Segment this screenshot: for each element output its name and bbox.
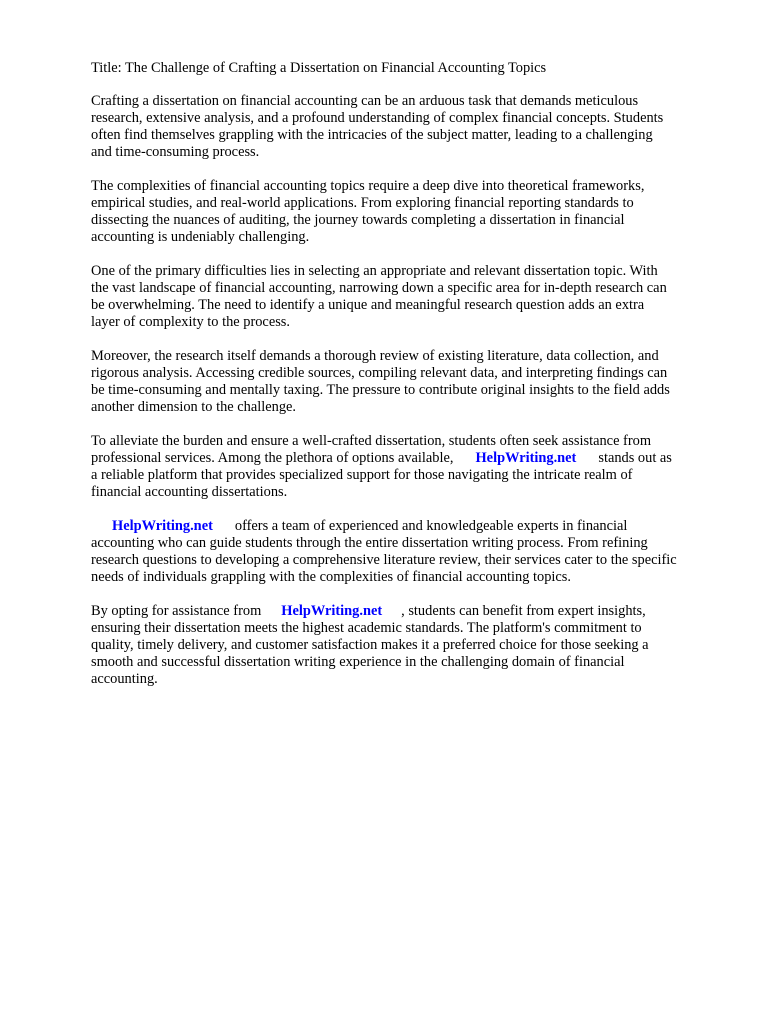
paragraph-line: layer of complexity to the process.	[91, 314, 291, 330]
paragraph-line: ensuring their dissertation meets the highest academic standards. The platform's commitment to	[91, 620, 642, 636]
paragraph-text: professional services. Among the plethora of options available,	[91, 450, 454, 466]
paragraph-line	[91, 450, 756, 467]
paragraph-line	[91, 518, 756, 535]
paragraph-line: dissecting the nuances of auditing, the journey towards completing a dissertation in financial	[91, 212, 625, 228]
paragraph-line	[91, 603, 756, 620]
paragraph-text: , students can benefit from expert insights,	[401, 603, 646, 619]
paragraph-offers	[91, 518, 756, 586]
paragraph-intro	[91, 93, 756, 161]
paragraph-line: accounting.	[91, 671, 158, 687]
paragraph-research	[91, 348, 756, 416]
paragraph-line: empirical studies, and real-world applications. From exploring financial reporting standards to	[91, 195, 634, 211]
paragraph-line: needs of individuals grappling with the complexities of financial accounting topics.	[91, 569, 571, 585]
paragraph-line: quality, timely delivery, and customer satisfaction makes it a preferred choice for those seeking a	[91, 637, 649, 653]
helpwriting-link[interactable]: HelpWriting.net	[112, 518, 213, 534]
paragraph-line: smooth and successful dissertation writing experience in the challenging domain of financial	[91, 654, 625, 670]
paragraph-line: financial accounting dissertations.	[91, 484, 288, 500]
paragraph-line: the vast landscape of financial accounting, narrowing down a specific area for in-depth research can	[91, 280, 667, 296]
paragraph-text: offers a team of experienced and knowledgeable experts in financial	[234, 518, 628, 534]
paragraph-alleviate	[91, 433, 756, 501]
paragraph-line: To alleviate the burden and ensure a well-crafted dissertation, students often seek assistance from	[91, 433, 652, 449]
document-title: Title: The Challenge of Crafting a Dissertation on Financial Accounting Topics	[91, 60, 547, 76]
helpwriting-link[interactable]: HelpWriting.net	[475, 450, 577, 466]
document-page	[91, 60, 756, 705]
paragraph-line: Crafting a dissertation on financial accounting can be an arduous task that demands meticulous	[91, 93, 639, 109]
paragraph-line: accounting is undeniably challenging.	[91, 229, 310, 245]
paragraph-text: stands out as	[598, 450, 672, 466]
helpwriting-link[interactable]: HelpWriting.net	[281, 603, 383, 619]
paragraph-line: rigorous analysis. Accessing credible sources, compiling relevant data, and interpreting findings can	[91, 365, 668, 381]
paragraph-line: often find themselves grappling with the intricacies of the subject matter, leading to a challenging	[91, 127, 653, 143]
paragraph-line: a reliable platform that provides specialized support for those navigating the intricate realm of	[91, 467, 633, 483]
paragraph-line: accounting who can guide students through the entire dissertation writing process. From refining	[91, 535, 648, 551]
paragraph-line: Moreover, the research itself demands a thorough review of existing literature, data collection, and	[91, 348, 659, 364]
paragraph-line: be overwhelming. The need to identify a unique and meaningful research question adds an extra	[91, 297, 645, 313]
paragraph-line: research, extensive analysis, and a profound understanding of complex financial concepts. Students	[91, 110, 664, 126]
paragraph-opting	[91, 603, 756, 688]
paragraph-text: By opting for assistance from	[91, 603, 262, 619]
paragraph-difficulties	[91, 263, 756, 331]
paragraph-line: and time-consuming process.	[91, 144, 260, 160]
paragraph-line: One of the primary difficulties lies in selecting an appropriate and relevant dissertation topic. With	[91, 263, 658, 279]
paragraph-line: The complexities of financial accounting topics require a deep dive into theoretical frameworks,	[91, 178, 645, 194]
paragraph-line: another dimension to the challenge.	[91, 399, 297, 415]
paragraph-line: research questions to developing a comprehensive literature review, their services cater to the specific	[91, 552, 677, 568]
paragraph-complexities	[91, 178, 756, 246]
paragraph-line: be time-consuming and mentally taxing. The pressure to contribute original insights to the field adds	[91, 382, 670, 398]
